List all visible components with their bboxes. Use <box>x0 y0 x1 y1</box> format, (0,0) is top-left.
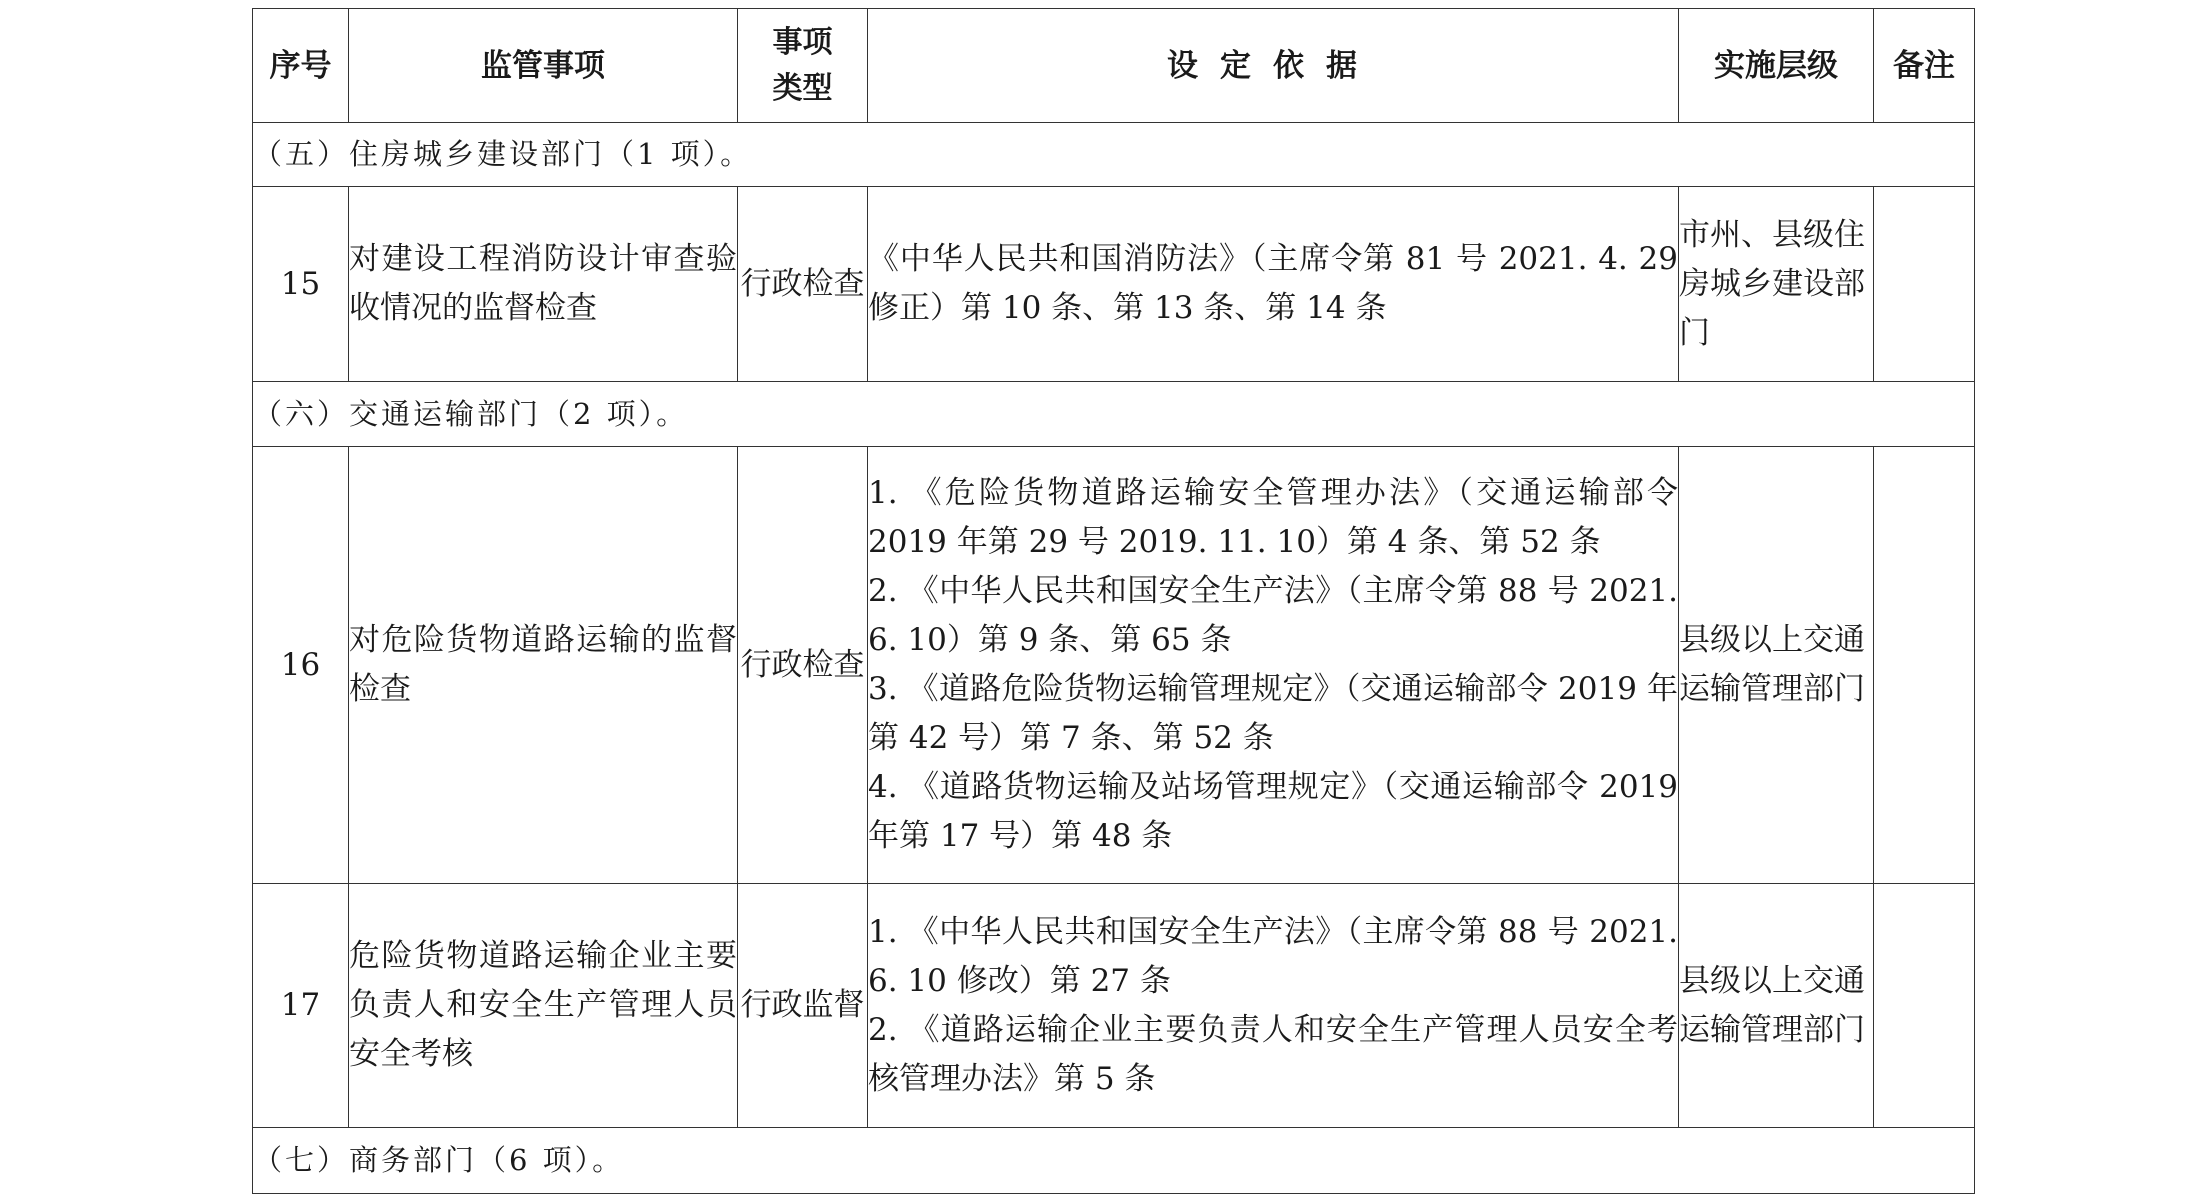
header-item: 监管事项 <box>349 9 738 123</box>
row-basis <box>868 447 1679 884</box>
basis-line: 1. 《中华人民共和国安全生产法》（主席令第 88 号 2021. 6. 10 修改）第 27 条 <box>868 913 1678 999</box>
row-number: 15 <box>253 187 349 382</box>
table-row <box>253 884 1975 1128</box>
section-row <box>253 1128 1975 1194</box>
table-row <box>253 187 1975 382</box>
basis-line: 4. 《道路货物运输及站场管理规定》（交通运输部令 2019 年第 17 号）第 48 条 <box>868 769 1678 854</box>
header-type <box>738 9 868 123</box>
row-remark <box>1874 187 1975 382</box>
row-remark <box>1874 447 1975 884</box>
row-item: 对危险货物道路运输的监督检查 <box>349 447 738 884</box>
header-type-line2: 类型 <box>772 70 833 106</box>
row-item: 危险货物道路运输企业主要负责人和安全生产管理人员安全考核 <box>349 884 738 1128</box>
row-level: 市州、县级住房城乡建设部门 <box>1679 187 1874 382</box>
row-number: 16 <box>253 447 349 884</box>
row-level: 县级以上交通运输管理部门 <box>1679 447 1874 884</box>
section-row <box>253 123 1975 187</box>
row-type: 行政监督 <box>738 884 868 1128</box>
header-type-line1: 事项 <box>772 24 833 60</box>
row-type: 行政检查 <box>738 187 868 382</box>
header-num: 序号 <box>253 9 349 123</box>
header-remark: 备注 <box>1874 9 1975 123</box>
header-basis: 设定依据 <box>868 9 1679 123</box>
basis-line: 2. 《道路运输企业主要负责人和安全生产管理人员安全考核管理办法》第 5 条 <box>868 1011 1678 1097</box>
section-label-housing: （五）住房城乡建设部门（1 项）。 <box>253 123 1975 187</box>
row-remark <box>1874 884 1975 1128</box>
row-basis <box>868 187 1679 382</box>
row-type: 行政检查 <box>738 447 868 884</box>
table-row <box>253 447 1975 884</box>
basis-line: 3. 《道路危险货物运输管理规定》（交通运输部令 2019 年第 42 号）第 7 条、第 52 条 <box>868 671 1678 756</box>
basis-line: 2. 《中华人民共和国安全生产法》（主席令第 88 号 2021. 6. 10）第 9 条、第 65 条 <box>868 573 1678 658</box>
row-number: 17 <box>253 884 349 1128</box>
section-label-transport: （六）交通运输部门（2 项）。 <box>253 382 1975 447</box>
section-row <box>253 382 1975 447</box>
row-item: 对建设工程消防设计审查验收情况的监督检查 <box>349 187 738 382</box>
basis-line: 《中华人民共和国消防法》（主席令第 81 号 2021. 4. 29 修正）第 10 条、第 13 条、第 14 条 <box>868 241 1678 326</box>
row-basis <box>868 884 1679 1128</box>
header-level: 实施层级 <box>1679 9 1874 123</box>
basis-line: 1. 《危险货物道路运输安全管理办法》（交通运输部令 2019 年第 29 号 2019. 11. 10）第 4 条、第 52 条 <box>868 475 1678 560</box>
section-label-commerce: （七）商务部门（6 项）。 <box>253 1128 1975 1194</box>
regulation-table <box>252 8 1975 1194</box>
row-level: 县级以上交通运输管理部门 <box>1679 884 1874 1128</box>
header-row <box>253 9 1975 123</box>
